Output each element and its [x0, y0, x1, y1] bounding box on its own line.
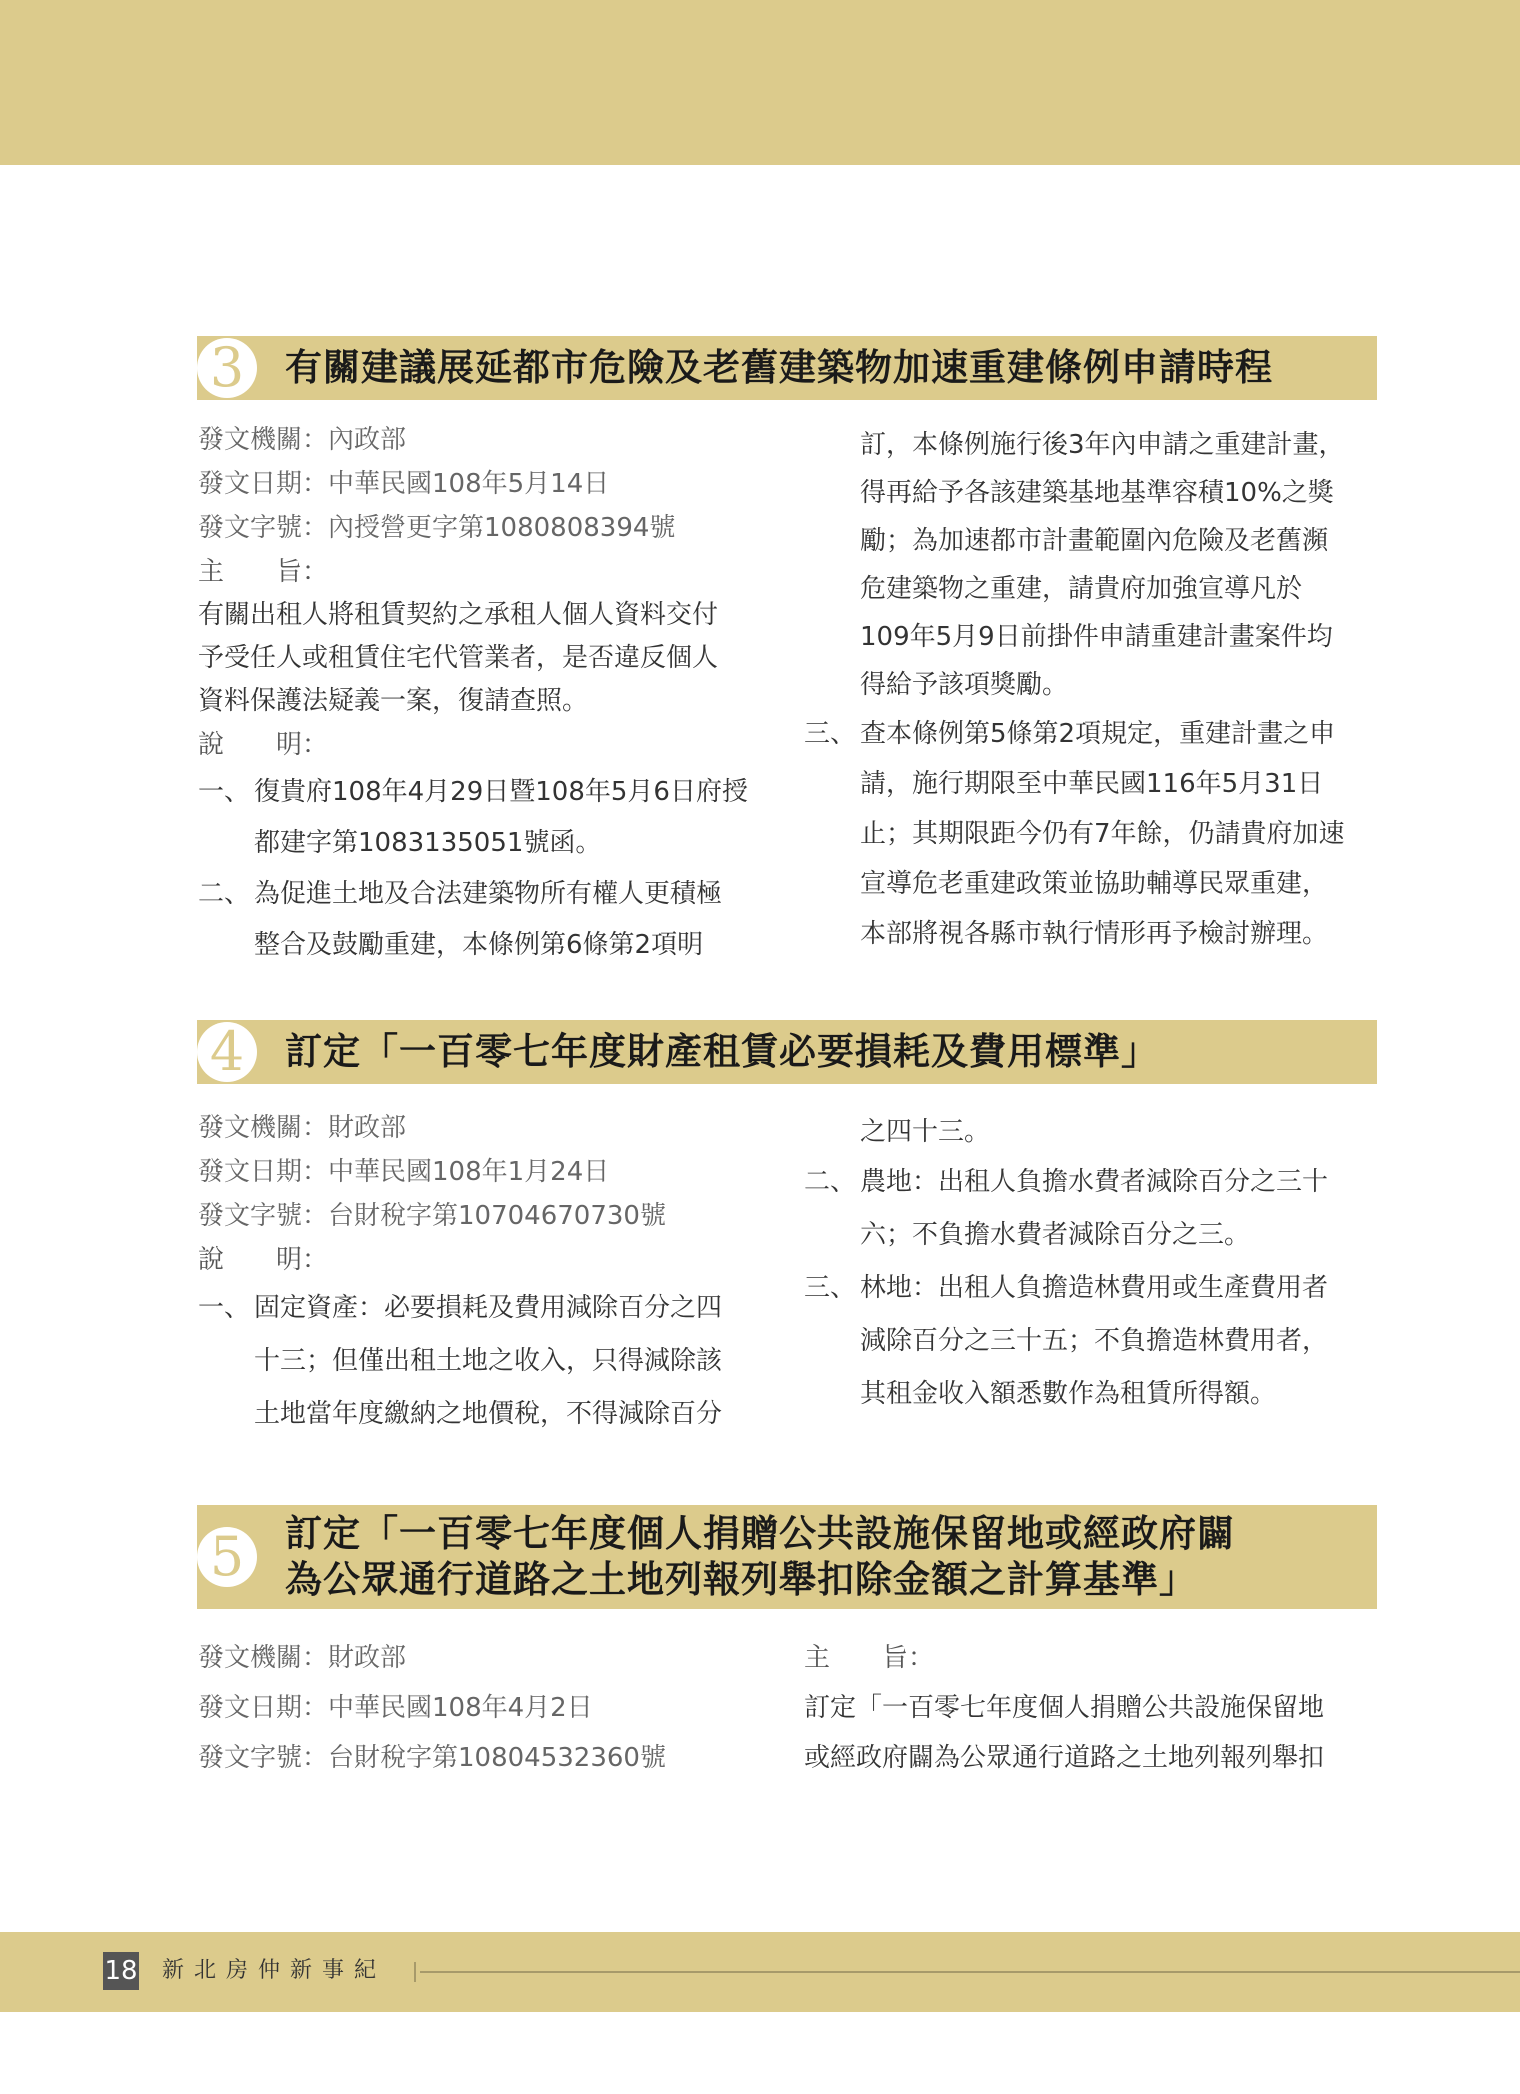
section-4-number: 4 [197, 1022, 257, 1082]
continued-line: 得給予該項獎勵。 [860, 670, 1069, 700]
continued-line: 危建築物之重建，請貴府加強宣導凡於 [860, 574, 1303, 604]
subject-line: 資料保護法疑義一案，復請查照。 [198, 686, 589, 716]
section-3-title: 有關建議展延都市危險及老舊建築物加速重建條例申請時程 [285, 346, 1273, 389]
section-4-date: 發文日期：中華民國108年1月24日 [198, 1157, 610, 1187]
section-5-title [197, 1511, 1235, 1603]
section-4-title: 訂定「一百零七年度財產租賃必要損耗及費用標準」 [285, 1030, 1159, 1073]
list-item-line: 農地：出租人負擔水費者減除百分之三十 [860, 1167, 1329, 1197]
subject-line: 有關出租人將租賃契約之承租人個人資料交付 [198, 600, 719, 630]
list-item [804, 709, 1379, 959]
section-4-left-column [198, 1106, 763, 1441]
continued-line: 訂，本條例施行後3年內申請之重建計畫， [860, 430, 1345, 460]
continued-line: 勵；為加速都市計畫範圍內危險及老舊瀕 [860, 526, 1329, 556]
section-3-agency: 發文機關：內政部 [198, 425, 407, 455]
list-item-line: 林地：出租人負擔造林費用或生產費用者 [860, 1273, 1329, 1303]
section-5-date: 發文日期：中華民國108年4月2日 [198, 1693, 593, 1723]
continued-line: 之四十三。 [860, 1117, 991, 1147]
section-3-header [197, 336, 1377, 400]
section-5-left-column [198, 1633, 763, 1783]
subject-line: 予受任人或租賃住宅代管業者，是否違反個人 [198, 643, 719, 673]
list-item-mark: 二、 [804, 1167, 857, 1197]
section-5-title-line: 訂定「一百零七年度個人捐贈公共設施保留地或經政府闢 [285, 1512, 1235, 1555]
footer-rule [420, 1971, 1520, 1973]
section-3-explain-label: 說 明： [198, 730, 329, 760]
subject-line: 訂定「一百零七年度個人捐贈公共設施保留地 [804, 1693, 1325, 1723]
list-item-line: 查本條例第5條第2項規定，重建計畫之申 [860, 719, 1336, 749]
section-5-number: 5 [197, 1527, 257, 1587]
section-3-date: 發文日期：中華民國108年5月14日 [198, 469, 610, 499]
section-3-right-column [804, 421, 1379, 959]
section-4-doc-no: 發文字號：台財稅字第10704670730號 [198, 1201, 666, 1231]
section-4-explain-label: 說 明： [198, 1245, 329, 1275]
subject-line: 或經政府闢為公眾通行道路之土地列報列舉扣 [804, 1743, 1325, 1773]
section-3-number: 3 [197, 338, 257, 398]
list-item-line: 固定資產：必要損耗及費用減除百分之四 [254, 1293, 723, 1323]
list-item-line: 請，施行期限至中華民國116年5月31日 [860, 769, 1324, 799]
list-item-mark: 三、 [804, 1273, 857, 1303]
section-4-header [197, 1020, 1377, 1084]
list-item-line: 其租金收入額悉數作為租賃所得額。 [860, 1379, 1277, 1409]
list-item-line: 本部將視各縣市執行情形再予檢討辦理。 [860, 919, 1329, 949]
section-5-agency: 發文機關：財政部 [198, 1643, 407, 1673]
list-item [198, 1282, 763, 1441]
footer-band [0, 1932, 1520, 2012]
section-5-right-column [804, 1633, 1379, 1783]
magazine-title: 新北房仲新事紀 [162, 1958, 387, 1983]
section-3-doc-no: 發文字號：內授營更字第1080808394號 [198, 513, 676, 543]
section-5-subject [804, 1683, 1379, 1783]
section-3-subject-label: 主 旨： [198, 557, 329, 587]
section-5-title-line: 為公眾通行道路之土地列報列舉扣除金額之計算基準」 [285, 1558, 1197, 1601]
list-item-line: 宣導危老重建政策並協助輔導民眾重建， [860, 869, 1329, 899]
list-item-line: 減除百分之三十五；不負擔造林費用者， [860, 1326, 1329, 1356]
list-item [198, 869, 763, 971]
list-item-mark: 一、 [198, 777, 251, 807]
section-5-subject-label: 主 旨： [804, 1643, 935, 1673]
list-item-mark: 三、 [804, 719, 857, 749]
continued-line: 得再給予各該建築基地基準容積10%之獎 [860, 478, 1334, 508]
list-item-line: 復貴府108年4月29日暨108年5月6日府授 [254, 777, 748, 807]
list-item-line: 止；其期限距今仍有7年餘，仍請貴府加速 [860, 819, 1345, 849]
section-3-subject [198, 594, 763, 723]
list-item-line: 十三；但僅出租土地之收入，只得減除該 [254, 1346, 723, 1376]
list-item-mark: 一、 [198, 1293, 251, 1323]
list-item-line: 都建字第1083135051號函。 [254, 828, 602, 858]
footer-rule-tick [414, 1962, 416, 1982]
list-item-line: 六；不負擔水費者減除百分之三。 [860, 1220, 1251, 1250]
section-5-header [197, 1505, 1377, 1609]
list-item [804, 1156, 1379, 1262]
list-item-mark: 二、 [198, 879, 251, 909]
section-5-doc-no: 發文字號：台財稅字第10804532360號 [198, 1743, 666, 1773]
section-3-left-column [198, 418, 763, 971]
list-item-line: 整合及鼓勵重建，本條例第6條第2項明 [254, 930, 704, 960]
section-4-agency: 發文機關：財政部 [198, 1113, 407, 1143]
list-item-line: 為促進土地及合法建築物所有權人更積極 [254, 879, 723, 909]
list-item-line: 土地當年度繳納之地價稅，不得減除百分 [254, 1399, 723, 1429]
list-item [804, 1262, 1379, 1421]
top-color-band [0, 0, 1520, 165]
list-item [198, 767, 763, 869]
section-4-right-column [804, 1108, 1379, 1421]
continued-line: 109年5月9日前掛件申請重建計畫案件均 [860, 622, 1333, 652]
page-number: 18 [103, 1952, 139, 1990]
